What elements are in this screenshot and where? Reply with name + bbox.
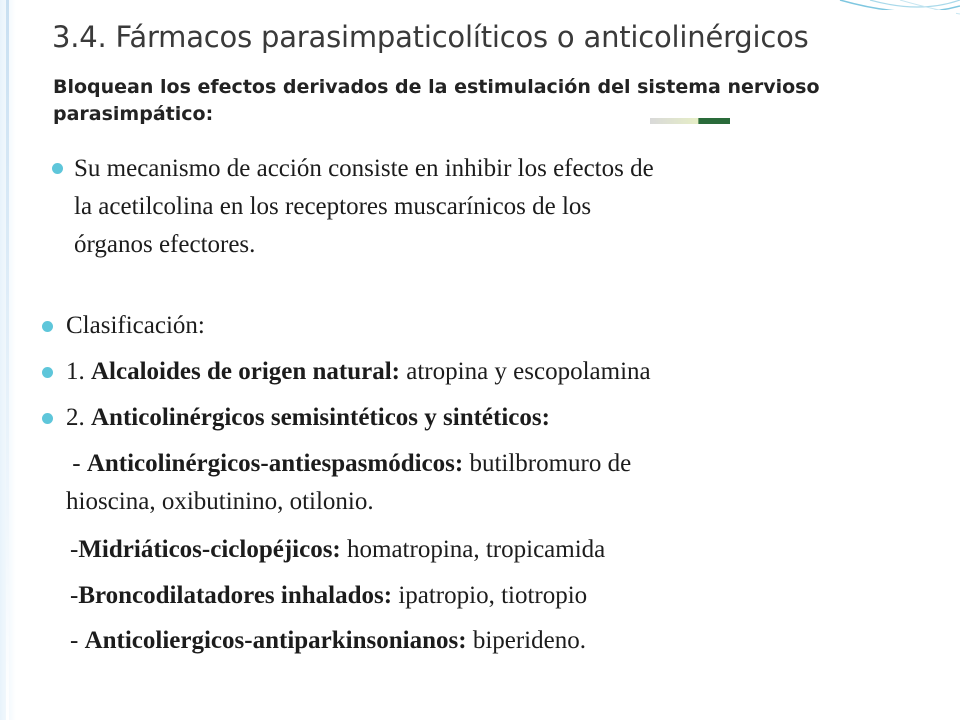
subtitle-line-1: Bloquean los efectos derivados de la estimulación del sistema nervioso: [53, 76, 820, 98]
subitem-broncodilatadores: [70, 577, 587, 615]
subitem-heading: Anticoliergicos-antiparkinsonianos:: [84, 627, 467, 654]
subitem-text: butilbromuro de: [463, 450, 632, 477]
subitem-heading: Anticolinérgicos-antiespasmódicos:: [86, 450, 464, 477]
subitem-heading: Midriáticos-ciclopéjicos:: [78, 536, 341, 563]
slide-subtitle: [53, 74, 853, 128]
subitem-dash: -: [66, 450, 87, 477]
item-number: 2.: [66, 404, 91, 431]
bullet-icon: [42, 321, 53, 332]
bullet-icon: [52, 163, 63, 174]
subitem-heading: Broncodilatadores inhalados:: [78, 582, 393, 609]
subitem-midriaticos: [70, 531, 605, 569]
slide-title: 3.4. Fármacos parasimpaticolíticos o anticolinérgicos: [52, 20, 809, 54]
thumbnail-strip: [650, 118, 730, 124]
classification-label: Clasificación:: [66, 312, 205, 339]
bullet-icon: [42, 367, 53, 378]
subitem-antiespasmodicos: [66, 445, 896, 521]
subitem-antiparkinsonianos: [70, 622, 586, 660]
subitem-text-line-2: hioscina, oxibutinino, otilonio.: [66, 488, 374, 515]
subitem-text: ipatropio, tiotropio: [392, 582, 588, 609]
subtitle-line-2: parasimpático:: [53, 103, 214, 125]
left-decoration-line: [6, 0, 9, 720]
subitem-dash: -: [70, 627, 85, 654]
item-heading: Anticolinérgicos semisintéticos y sintéticos:: [91, 404, 550, 431]
mechanism-line-3: órganos efectores.: [74, 231, 256, 258]
bullet-icon: [42, 413, 53, 424]
subitem-text: biperideno.: [466, 627, 586, 654]
item-number: 1.: [66, 358, 91, 385]
subitem-dash: -: [70, 582, 79, 609]
item-text: atropina y escopolamina: [400, 358, 651, 385]
classification-item-2: [66, 399, 550, 437]
classification-item-1: [66, 353, 651, 391]
subitem-dash: -: [70, 536, 79, 563]
mechanism-paragraph: [74, 150, 894, 264]
mechanism-line-2: la acetilcolina en los receptores muscarínicos de los: [74, 193, 592, 220]
mechanism-line-1: Su mecanismo de acción consiste en inhibir los efectos de: [74, 155, 654, 182]
subitem-text: homatropina, tropicamida: [340, 536, 606, 563]
title-image: [28, 10, 956, 128]
item-heading: Alcaloides de origen natural:: [91, 358, 401, 385]
